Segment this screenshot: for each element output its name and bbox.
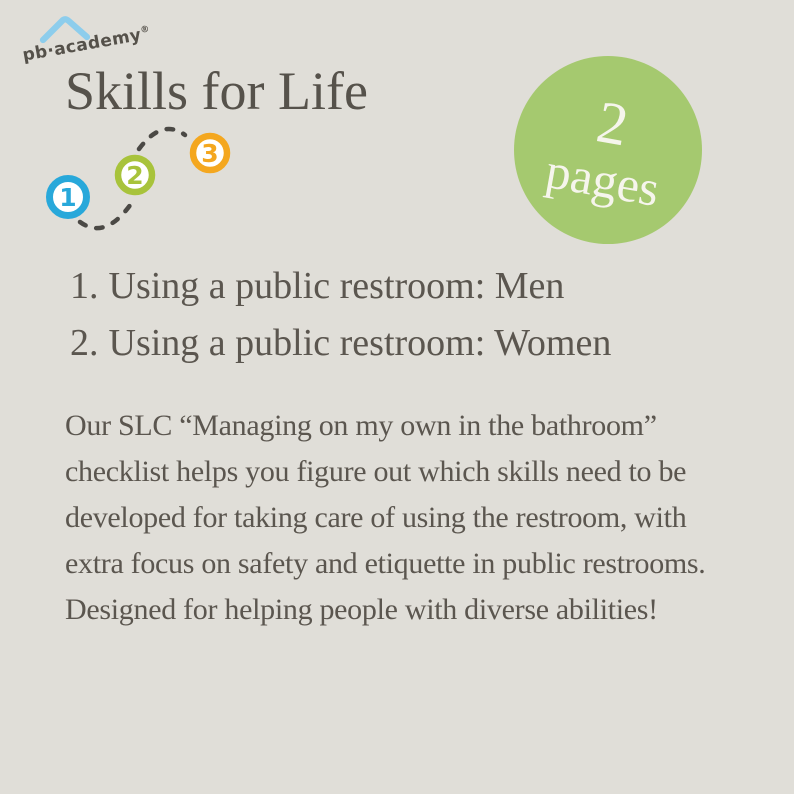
step-path-2-3 [139, 129, 185, 149]
pages-badge-text [541, 86, 673, 218]
page-title: Skills for Life [65, 61, 368, 121]
description [65, 403, 706, 633]
description-line: checklist helps you figure out which skills need to be [65, 455, 687, 488]
brand-name-text: pb·academy [21, 25, 143, 66]
description-line: Our SLC “Managing on my own in the bathroom” [65, 409, 657, 442]
badge-count: 2 [592, 88, 634, 159]
item-title: Using a public restroom: Women [108, 322, 612, 364]
step-number-3: 3 [201, 139, 219, 168]
description-line: developed for taking care of using the restroom, with [65, 501, 687, 534]
item-number: 2. [70, 322, 99, 364]
step-number-1: 1 [59, 183, 77, 212]
steps-graphic [30, 105, 245, 250]
item-title: Using a public restroom: Men [108, 265, 565, 307]
list-item [70, 315, 611, 372]
description-line: extra focus on safety and etiquette in public restrooms. [65, 547, 706, 580]
contents-list [70, 258, 611, 372]
badge-label: pages [541, 142, 664, 218]
description-line: Designed for helping people with diverse abilities! [65, 593, 658, 626]
registered-mark: ® [139, 24, 151, 36]
list-item [70, 258, 611, 315]
item-number: 1. [70, 265, 99, 307]
step-number-2: 2 [126, 161, 144, 190]
pages-badge [514, 56, 702, 244]
